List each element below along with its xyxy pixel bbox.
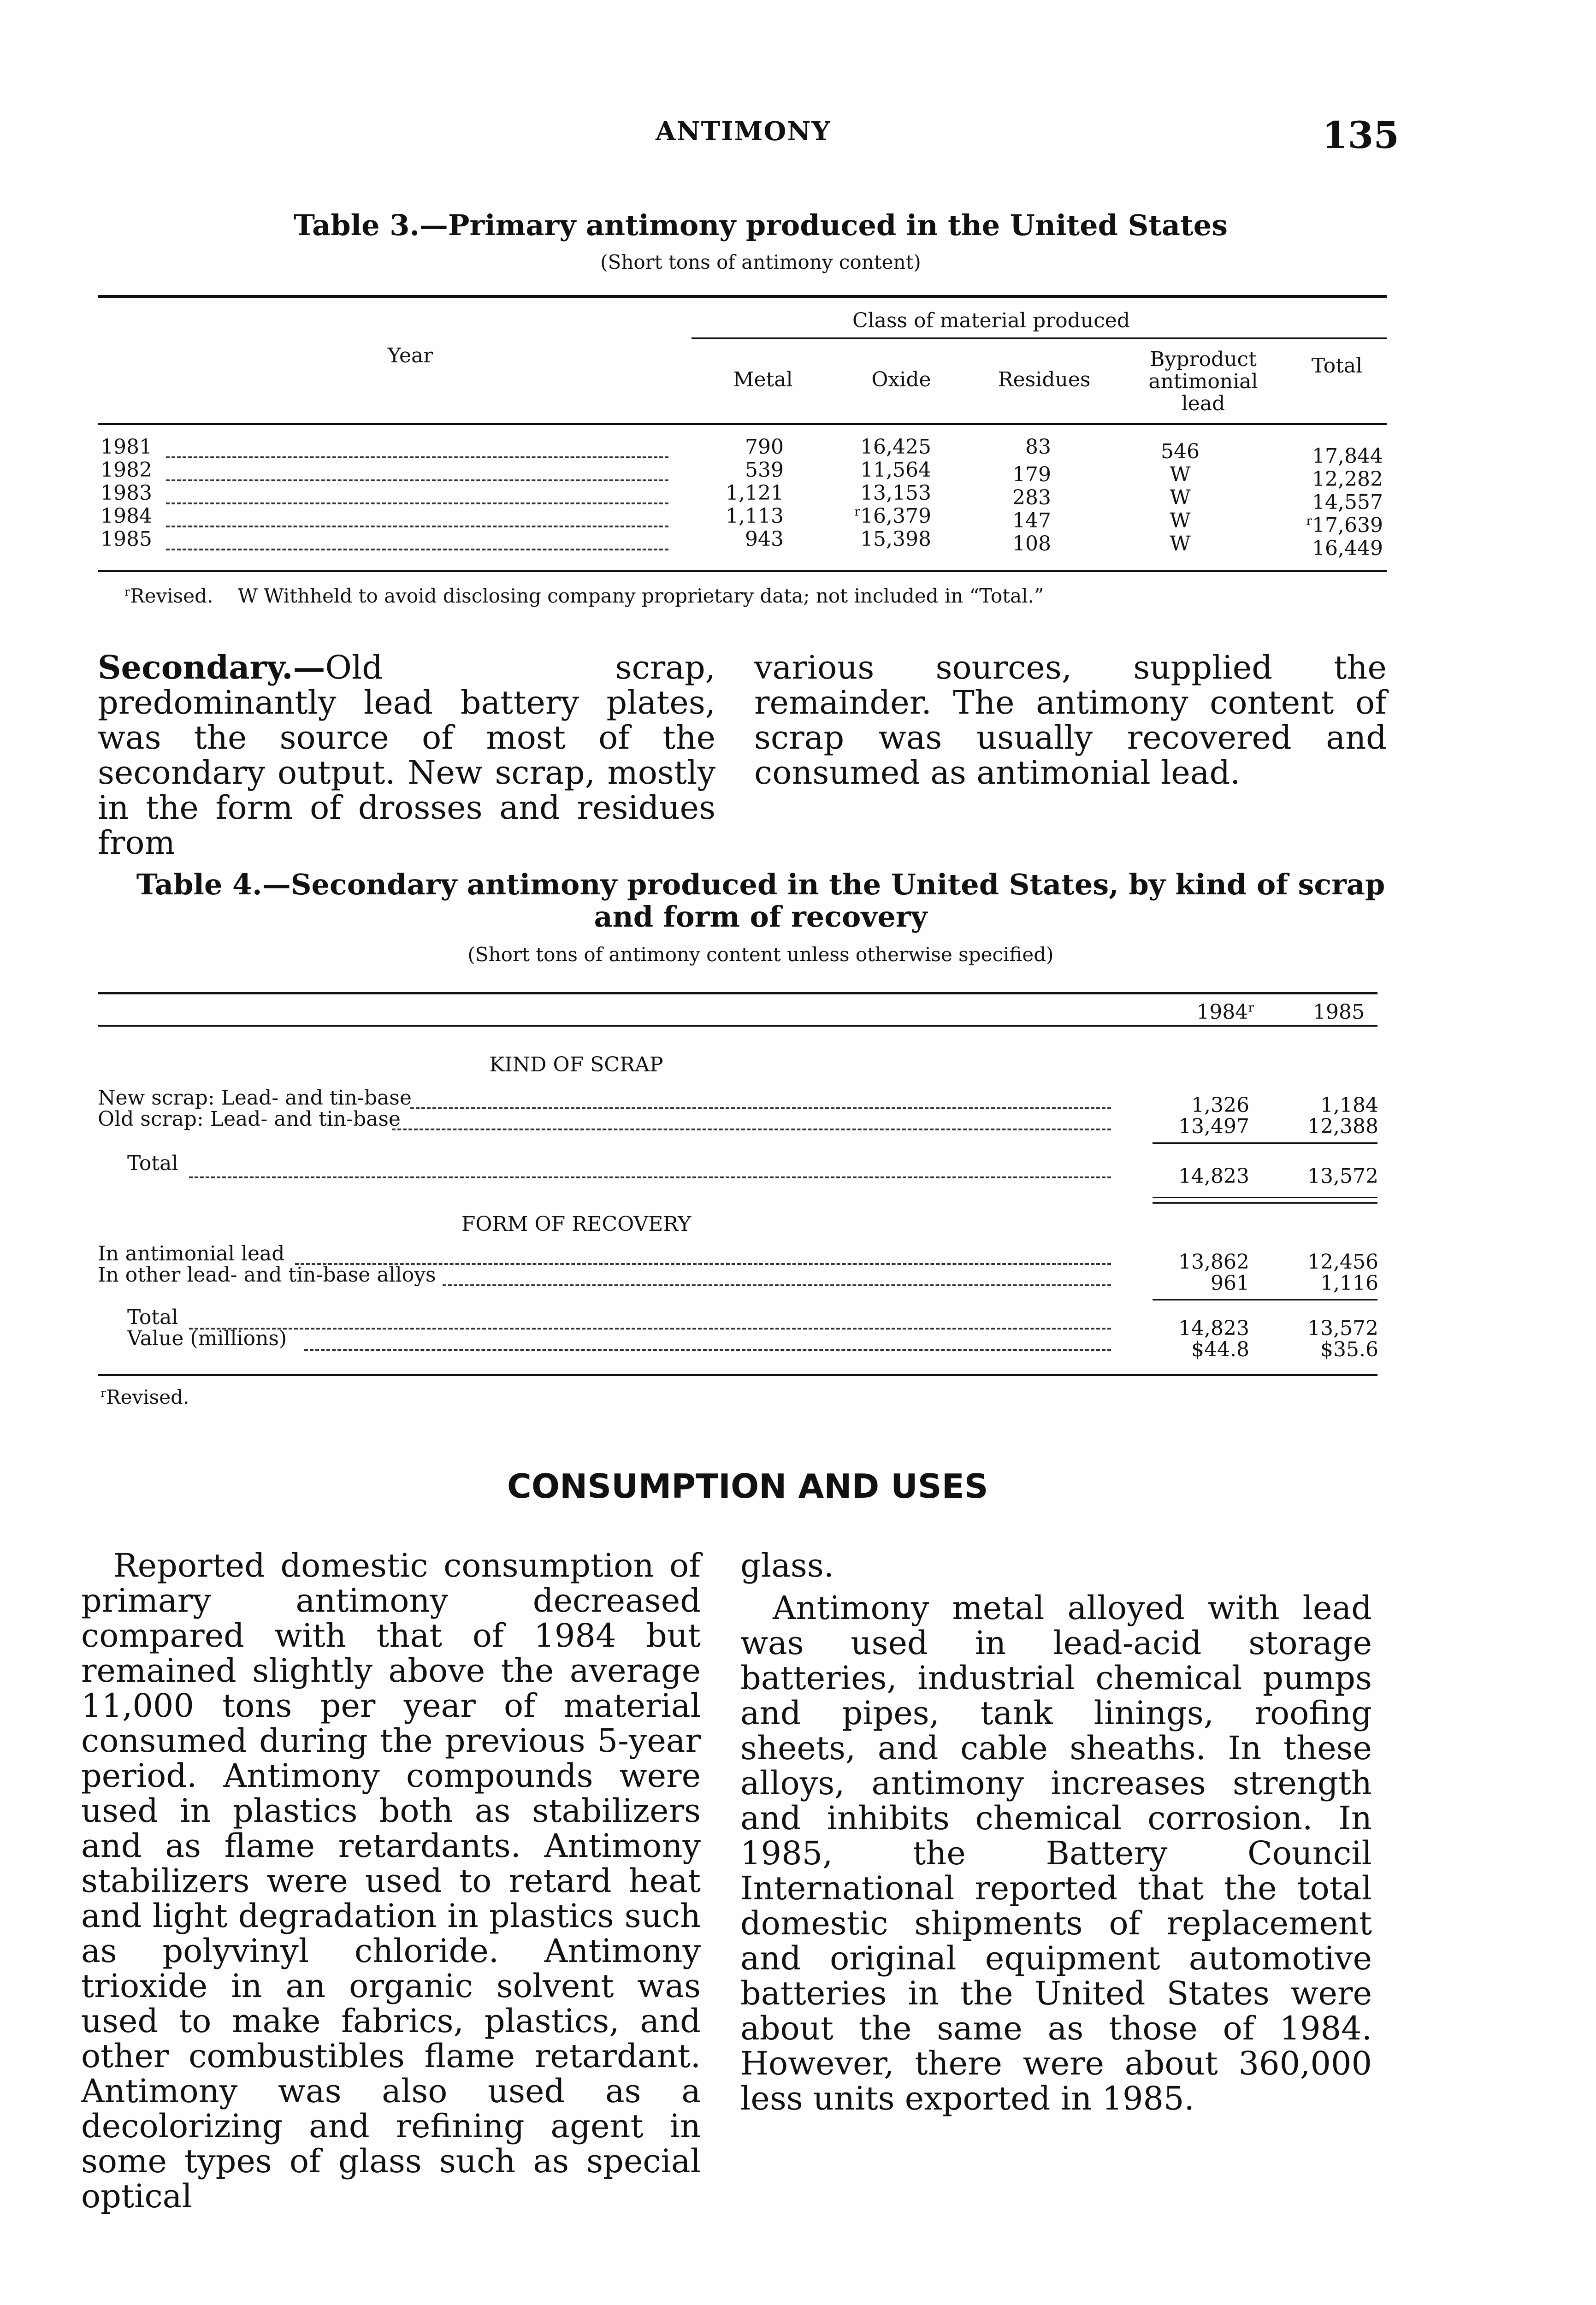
table3-metal: 539 xyxy=(745,458,784,482)
table3-year: 1982 xyxy=(100,458,152,482)
table4-col-1984: 1984$^r$ xyxy=(1196,1000,1254,1024)
table3-residues: 108 xyxy=(1012,532,1051,556)
table3-top-rule xyxy=(98,295,1387,298)
table3-total: 14,557 xyxy=(1312,491,1383,514)
table3-byproduct: W xyxy=(1170,532,1191,556)
table3-oxide: 16,425 xyxy=(860,435,931,459)
table3-total: 17,844 xyxy=(1312,444,1383,468)
table4-value-1984: 1,326 xyxy=(1191,1093,1249,1117)
table4-value-1984: 14,823 xyxy=(1178,1164,1249,1188)
consumption-col2-line1: glass. xyxy=(740,1547,834,1584)
table4-label: Value (millions) xyxy=(127,1327,287,1350)
table4-value-1984: 14,823 xyxy=(1178,1317,1249,1340)
table4-title-line1: Table 4.—Secondary antimony produced in the United States, by kind of scrap xyxy=(136,868,1385,901)
table4-leader xyxy=(443,1284,1111,1286)
table4-label: In other lead- and tin-base alloys xyxy=(98,1263,436,1287)
table4-label: Old scrap: Lead- and tin-base xyxy=(98,1107,401,1131)
table4-value-1985: 1,116 xyxy=(1320,1271,1378,1295)
table4-title-line2: and form of recovery xyxy=(594,900,928,934)
table3-residues: 179 xyxy=(1012,463,1051,486)
table4-col-1985: 1985 xyxy=(1313,1000,1365,1024)
table4-leader xyxy=(189,1328,1111,1330)
consumption-paragraph-col1: Reported domestic consumption of primary antimony decreased compared with that of 1984 but remained slightly above the average 11,000 tons per year of material consumed during the previous 5-year period. Antimony compounds were used in plastics both as stabilizers and as flame retardants. Antimony stabilizers were used to retard heat and light degradation in plastics such as polyvinyl chloride. Antimony trioxide in an organic solvent was used to make fabrics, plastics, and other combustibles flame retardant. Antimony was also used as a decolorizing and refining agent in some types of glass such as special optical xyxy=(81,1547,701,2215)
table4-value-1984: 13,497 xyxy=(1178,1115,1249,1138)
secondary-paragraph-col1 xyxy=(98,650,715,860)
table3-byproduct: W xyxy=(1170,486,1191,509)
table4-leader xyxy=(392,1129,1111,1130)
table3-oxide: 11,564 xyxy=(860,458,931,482)
table4-subtitle: (Short tons of antimony content unless otherwise specified) xyxy=(467,943,1054,966)
table3-col-metal: Metal xyxy=(733,368,793,391)
table3-byproduct: 546 xyxy=(1161,440,1200,463)
table4-value-1985: 12,388 xyxy=(1307,1115,1378,1138)
table4-label: New scrap: Lead- and tin-base xyxy=(98,1086,412,1110)
table4-top-rule-2 xyxy=(98,1025,1377,1027)
table3-col-residues: Residues xyxy=(998,368,1091,391)
table3-residues: 283 xyxy=(1012,486,1051,509)
consumption-heading: CONSUMPTION AND USES xyxy=(507,1467,988,1506)
table4-leader xyxy=(304,1349,1111,1351)
table4-label: In antimonial lead xyxy=(98,1242,285,1265)
table3-col-oxide: Oxide xyxy=(871,368,931,391)
table3-total: 16,449 xyxy=(1312,537,1383,560)
table4-footnote: $^r$Revised. xyxy=(100,1386,189,1408)
table3-group-header: Class of material produced xyxy=(852,309,1130,332)
table3-oxide: $^r$16,379 xyxy=(854,504,931,528)
table3-title: Table 3.—Primary antimony produced in the United States xyxy=(293,208,1228,242)
table3-byproduct: W xyxy=(1170,509,1191,532)
table4-value-1985: 13,572 xyxy=(1307,1317,1378,1340)
table4-label: Total xyxy=(127,1306,178,1329)
table4-leader xyxy=(410,1107,1111,1109)
table3-metal: 943 xyxy=(745,527,784,551)
table3-leader xyxy=(166,549,668,550)
table3-metal: 1,121 xyxy=(726,481,784,505)
table3-subtitle: (Short tons of antimony content) xyxy=(600,251,921,273)
table4-total-rule-2 xyxy=(1153,1202,1377,1204)
table3-header-rule xyxy=(98,423,1387,425)
table4-bottom-rule xyxy=(98,1374,1377,1376)
table3-col-year: Year xyxy=(387,344,433,367)
table3-leader xyxy=(166,502,668,504)
table4-subtotal-rule-2 xyxy=(1153,1299,1377,1300)
table3-residues: 147 xyxy=(1012,509,1051,532)
table3-byproduct: W xyxy=(1170,463,1191,486)
table3-total: 12,282 xyxy=(1312,467,1383,491)
table4-value-1985: 12,456 xyxy=(1307,1250,1378,1274)
table3-oxide: 15,398 xyxy=(860,527,931,551)
table3-metal: 1,113 xyxy=(726,504,784,528)
consumption-paragraph-col2: Antimony metal alloyed with lead was used in lead-acid storage batteries, industrial chemical pumps and pipes, tank linings, roofing sheets, and cable sheaths. In these alloys, antimony increases strength and inhibits chemical corrosion. In 1985, the Battery Council International reported that the total domestic shipments of replacement and original equipment automotive batteries in the United States were about the same as those of 1984. However, there were about 360,000 less units exported in 1985. xyxy=(740,1589,1372,2117)
table3-residues: 83 xyxy=(1025,435,1051,459)
table3-footnote: $^r$Revised. W Withheld to avoid disclosing company proprietary data; not included in “Total.” xyxy=(124,585,1044,607)
running-header: ANTIMONY xyxy=(656,116,831,147)
table3-year: 1985 xyxy=(100,527,152,551)
secondary-paragraph-col2: various sources, supplied the remainder. The antimony content of scrap was usually recovered and consumed as antimonial lead. xyxy=(754,649,1387,792)
table3-oxide: 13,153 xyxy=(860,481,931,505)
page-number: 135 xyxy=(1322,113,1399,157)
table4-value-1984: 961 xyxy=(1211,1271,1249,1295)
table4-value-1984: $44.8 xyxy=(1191,1338,1249,1361)
table3-year: 1981 xyxy=(100,435,152,459)
table3-year: 1983 xyxy=(100,481,152,505)
table4-value-1985: 1,184 xyxy=(1320,1093,1378,1117)
table4-leader xyxy=(189,1176,1111,1178)
table3-total: $^r$17,639 xyxy=(1306,514,1383,537)
table3-leader xyxy=(166,526,668,527)
table4-top-rule xyxy=(98,992,1377,994)
table4-value-1985: $35.6 xyxy=(1320,1338,1378,1361)
table4-value-1985: 13,572 xyxy=(1307,1164,1378,1188)
table4-value-1984: 13,862 xyxy=(1178,1250,1249,1274)
table3-col-total: Total xyxy=(1311,354,1363,378)
table3-group-rule xyxy=(692,337,1387,339)
secondary-text-col1: Old scrap, predominantly lead battery plates, was the source of most of the secondary output. New scrap, mostly in the form of drosses and residues from xyxy=(98,649,715,862)
table3-leader xyxy=(166,456,668,458)
table3-bottom-rule xyxy=(98,570,1387,572)
table4-section-form-of-recovery: FORM OF RECOVERY xyxy=(461,1212,692,1236)
table3-col-byproduct: Byproduct antimonial lead xyxy=(1148,348,1258,415)
table3-leader xyxy=(166,479,668,481)
table3-metal: 790 xyxy=(745,435,784,459)
table4-label: Total xyxy=(127,1152,178,1175)
table4-section-kind-of-scrap: KIND OF SCRAP xyxy=(489,1053,663,1076)
secondary-heading: Secondary.— xyxy=(98,648,325,686)
table3-year: 1984 xyxy=(100,504,152,528)
table4-subtotal-rule xyxy=(1153,1142,1377,1144)
table4-total-rule-1 xyxy=(1153,1197,1377,1198)
